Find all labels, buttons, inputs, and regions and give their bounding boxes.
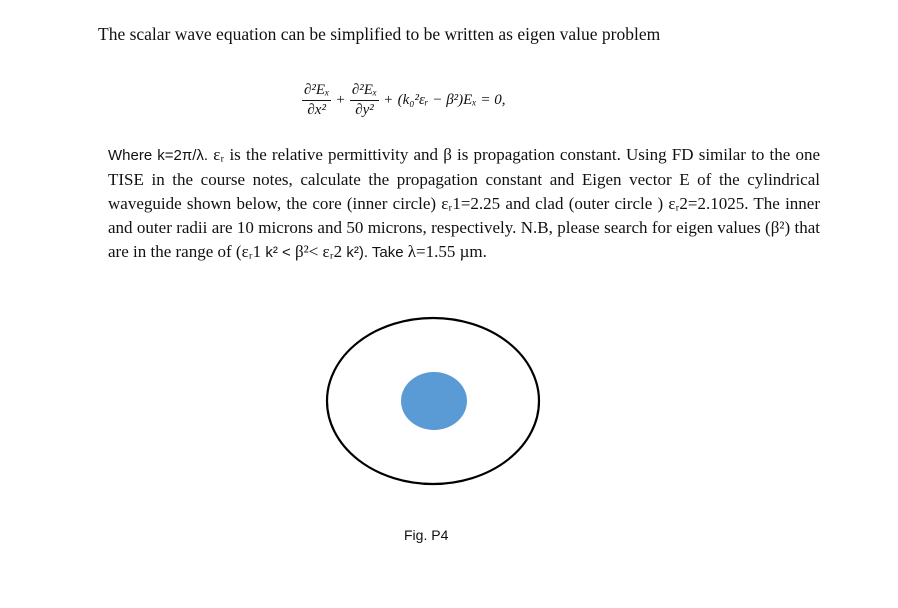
where-clause: Where k=2π/λ. [108,147,209,164]
plus-sign: + [336,91,345,108]
range-k-squared: k² < [265,244,295,261]
term1-numerator: ∂²Eₓ [302,82,331,101]
plus-sign: + [384,91,393,108]
figure-caption: Fig. P4 [404,527,449,543]
term2-fraction [350,82,379,119]
term2-numerator: ∂²Eₓ [350,82,379,101]
waveguide-figure [325,316,541,486]
equation-remainder: (k₀²εᵣ − β²)Eₓ = 0, [397,91,506,108]
intro-text: The scalar wave equation can be simplified to be written as eigen value problem [98,24,661,44]
range-close-take: k²). Take [346,244,408,261]
term2-denominator: ∂y² [355,101,374,118]
range-open: (εᵣ1 [235,242,266,261]
problem-statement [108,143,820,265]
scalar-wave-equation [300,72,505,128]
wavelength-value: λ=1.55 µm. [407,242,487,261]
problem-text: εᵣ is the relative permittivity and β is propagation constant. Using FD similar to the one TISE in the course notes, calculate the propagation constant and Eigen vector E of the cylindrical waveguide shown below, the core (inner circle) εᵣ1=2.25 and clad (outer circle ) εᵣ2=2.1025. The inner and outer radii are 10 microns and 50 microns, respectively. N.B, please search for eigen values (β²) that are in the range of [108,145,820,261]
range-beta: β²< εᵣ2 [294,242,347,261]
term1-denominator: ∂x² [307,101,326,118]
term1-fraction [302,82,331,119]
core-inner-circle [401,372,467,430]
